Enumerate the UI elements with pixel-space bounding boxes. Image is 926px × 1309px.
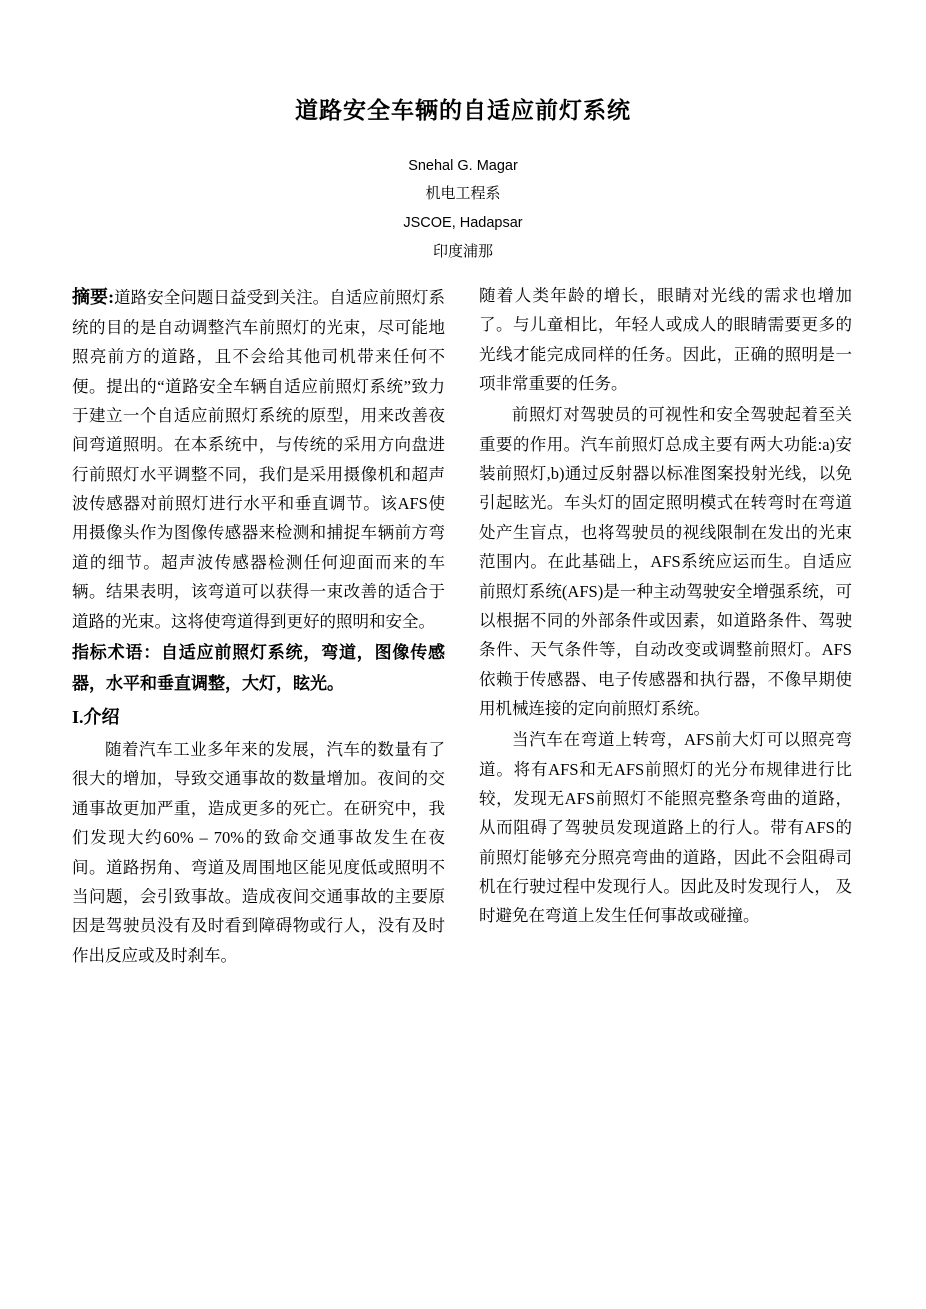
author-name: Snehal G. Magar — [408, 157, 518, 174]
author-department: 机电工程系 — [425, 186, 501, 203]
abstract-text: 道路安全问题日益受到关注。自适应前照灯系统的目的是自动调整汽车前照灯的光束，尽可能地照亮前方的道路，且不会给其他司机带来任何不便。提出的“道路安全车辆自适应前照灯系统”致力于建立一个自适应前照灯系统的原型，用来改善夜间弯道照明。在本系统中，与传统的采用方向盘进行前照灯水平调整不同，我们是采用摄像机和超声波传感器对前照灯进行水平和垂直调节。该AFS使用摄像头作为图像传感器来检测和捕捉车辆前方弯道的细节。超声波传感器检测任何迎面而来的车辆。结果表明，该弯道可以获得一束改善的适合于道路的光束。这将使弯道得到更好的照明和安全。 — [72, 287, 446, 631]
author-block — [72, 152, 854, 267]
paragraph: 随着汽车工业多年来的发展，汽车的数量有了很大的增加，导致交通事故的数量增加。夜间的交通事故更加严重，造成更多的死亡。在研究中，我们发现大约60% – 70%的致命交通事故发生在夜间。道路拐角、弯道及周围地区能见度低或照明不当问题，会引致事故。造成夜间交通事故的主要原因是驾驶员没有及时看到障碍物或行人，没有及时作出反应或及时刹车。 — [72, 740, 445, 965]
abstract-paragraph — [72, 281, 445, 636]
left-column — [72, 281, 445, 972]
author-affiliation: JSCOE, Hadapsar — [403, 215, 523, 232]
keywords-text: 自适应前照灯系统，弯道，图像传感器，水平和垂直调整，大灯，眩光。 — [72, 642, 445, 693]
paragraph: 随着人类年龄的增长，眼睛对光线的需求也增加了。与儿童相比，年轻人或成人的眼睛需要更多的光线才能完成同样的任务。因此，正确的照明是一项非常重要的任务。 — [479, 285, 852, 393]
keywords-paragraph — [72, 638, 445, 699]
paragraph: 当汽车在弯道上转弯，AFS前大灯可以照亮弯道。将有AFS和无AFS前照灯的光分布规律进行比较，发现无AFS前照灯不能照亮整条弯曲的道路，从而阻碍了驾驶员发现道路上的行人。带有AFS的前照灯能够充分照亮弯曲的道路，因此不会阻碍司机在行驶过程中发现行人。因此及时发现行人， 及时避免在弯道上发生任何事故或碰撞。 — [479, 730, 852, 926]
page-title: 道路安全车辆的自适应前灯系统 — [295, 98, 631, 123]
abstract-label: 摘要: — [72, 286, 115, 307]
right-column — [479, 281, 852, 933]
section-heading-introduction: I.介绍 — [72, 707, 120, 728]
two-column-body — [72, 281, 854, 972]
author-location: 印度浦那 — [432, 243, 493, 260]
keywords-label: 指标术语： — [72, 642, 161, 662]
paragraph: 前照灯对驾驶员的可视性和安全驾驶起着至关重要的作用。汽车前照灯总成主要有两大功能:a)安装前照灯,b)通过反射器以标准图案投射光线，以免引起眩光。车头灯的固定照明模式在转弯时在弯道处产生盲点，也将驾驶员的视线限制在发出的光束范围内。在此基础上，AFS系统应运而生。自适应前照灯系统(AFS)是一种主动驾驶安全增强系统，可以根据不同的外部条件或因素，如道路条件、驾驶条件、天气条件等，自动改变或调整前照灯。AFS依赖于传感器、电子传感器和执行器，不像早期使用机械连接的定向前照灯系统。 — [479, 405, 852, 718]
